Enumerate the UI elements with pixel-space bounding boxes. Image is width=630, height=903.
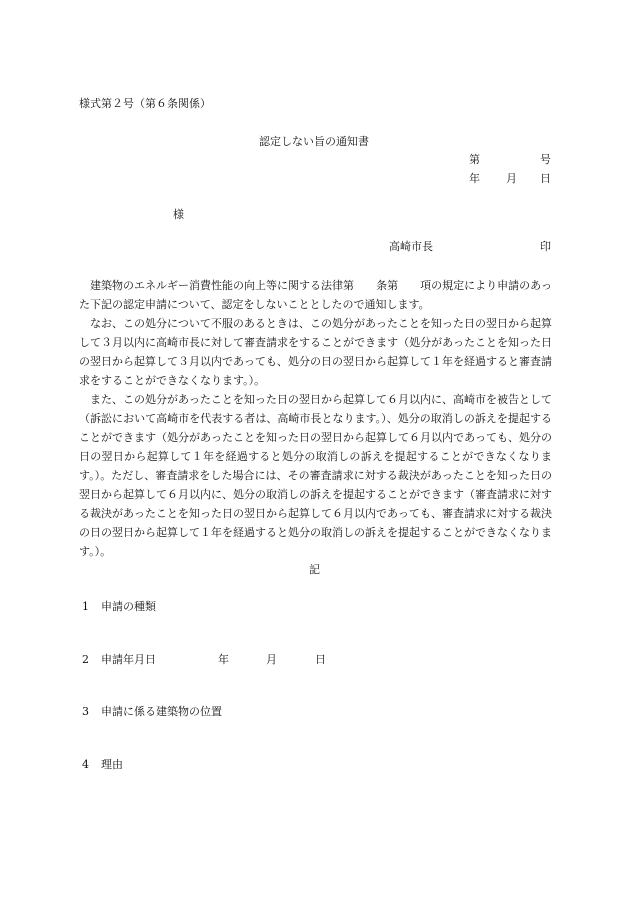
date-year: 年	[469, 172, 480, 185]
sender-name: 高崎市長	[389, 240, 433, 253]
item-number: 1	[82, 600, 89, 613]
item-day: 日	[315, 653, 326, 666]
doc-number-prefix: 第	[469, 153, 480, 166]
body-paragraph-1: 建築物のエネルギー消費性能の向上等に関する法律第 条第 項の規定により申請のあった下記の認定申請について、認定をしないこととしたので通知します。	[79, 279, 553, 311]
item-label: 理由	[101, 758, 123, 771]
item-label: 申請の種類	[101, 600, 156, 613]
item-year: 年	[218, 653, 229, 666]
date-month: 月	[506, 172, 517, 185]
item-label: 申請年月日	[101, 653, 156, 666]
item-number: 2	[82, 653, 89, 666]
addressee-suffix: 様	[173, 208, 184, 221]
item-label: 申請に係る建築物の位置	[101, 705, 222, 718]
form-number: 様式第２号（第６条関係）	[79, 97, 211, 110]
ki-heading: 記	[309, 563, 320, 576]
doc-number-suffix: 号	[540, 153, 551, 166]
document-title: 認定しない旨の通知書	[259, 135, 369, 148]
date-day: 日	[540, 172, 551, 185]
item-number: 4	[82, 758, 89, 771]
item-number: 3	[82, 705, 89, 718]
seal-mark: 印	[540, 240, 551, 253]
item-month: 月	[266, 653, 277, 666]
notice-body	[79, 276, 552, 561]
body-paragraph-2: なお、この処分について不服のあるときは、この処分があったことを知った日の翌日から起算して３月以内に高崎市長に対して審査請求をすることができます（処分があったことを知った日の翌日から起算して３月以内であっても、処分の日の翌日から起算して１年を経過すると審査請求をすることができなくなります。）。	[79, 317, 552, 387]
body-paragraph-3: また、この処分があったことを知った日の翌日から起算して６月以内に、高崎市を被告として（訴訟において高崎市を代表する者は、高崎市長となります。）、処分の取消しの訴えを提起することができます（処分があったことを知った日の翌日から起算して６月以内であっても、処分の日の翌日から起算して１年を経過すると処分の取消しの訴えを提起することができなくなります。）。ただし、審査請求をした場合には、その審査請求に対する裁決があったことを知った日の翌日から起算して６月以内に、処分の取消しの訴えを提起することができます（審査請求に対する裁決があったことを知った日の翌日から起算して６月以内であっても、審査請求に対する裁決の日の翌日から起算して１年を経過すると処分の取消しの訴えを提起することができなくなります。）。	[79, 393, 552, 558]
